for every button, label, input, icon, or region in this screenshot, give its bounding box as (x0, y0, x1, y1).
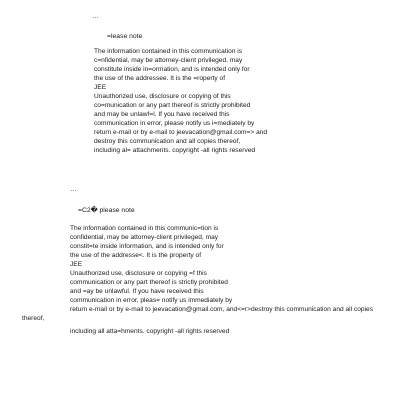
notice-line: including al= attachments. copyright -all rights reserved (94, 147, 256, 154)
notice-line: c=nfidential, may be attorney-client privileged, may (94, 57, 243, 64)
notice-line: Unauthorized use, disclosure or copying of this (94, 93, 231, 100)
notice-line: communication in error, please notify us i=mediately by (94, 120, 255, 127)
notice-line: destroy this communication and all copies thereof, (94, 138, 241, 145)
notice-line: confidential, may be attorney-client privileged, may (70, 234, 219, 241)
notice-line: the use of the addresse<. It is the property of (70, 252, 202, 259)
notice-line: return e-mail or by e-mail to jeevacation@gmail.com, and<=r>destroy this communication and all copies (70, 306, 374, 313)
ellipsis-marker: … (92, 13, 100, 20)
notice-line: communication in error, pleas= notify us immediately by (70, 297, 233, 304)
notice-line: JEE (94, 84, 107, 91)
notice-line: Unauthorized use, disclosure or copying =f this (70, 270, 207, 277)
ellipsis-marker: … (70, 186, 78, 193)
notice-heading: =lease note (107, 33, 143, 40)
notice-line: JEE (70, 261, 83, 268)
notice-line: and =ay be unlawful. If you have received this (70, 288, 204, 295)
notice-line: The information contained in this communication is (94, 48, 243, 55)
notice-line: including all atta=hments. copyright -all rights reserved (70, 328, 230, 335)
notice-line: co=munication or any part thereof is strictly prohibited (94, 102, 251, 109)
notice-heading: =C2� please note (78, 207, 135, 214)
notice-line: constit=te inside information, and is intended only for (70, 243, 224, 250)
notice-line: return e-mail or by e-mail to jeevacation@gmail.com=> and (94, 129, 268, 136)
notice-line: The information contained in this communic=tion is (70, 225, 219, 232)
notice-line: communication or any part thereof is strictly prohibited (70, 279, 228, 286)
notice-line: and may be unlawf=l. If you have received this (94, 111, 230, 118)
notice-overflow-line: thereof, (22, 315, 45, 322)
notice-line: constitute inside in=ormation, and is intended only for (94, 66, 250, 73)
notice-line: the use of the addressee. It is the =roperty of (94, 75, 226, 82)
